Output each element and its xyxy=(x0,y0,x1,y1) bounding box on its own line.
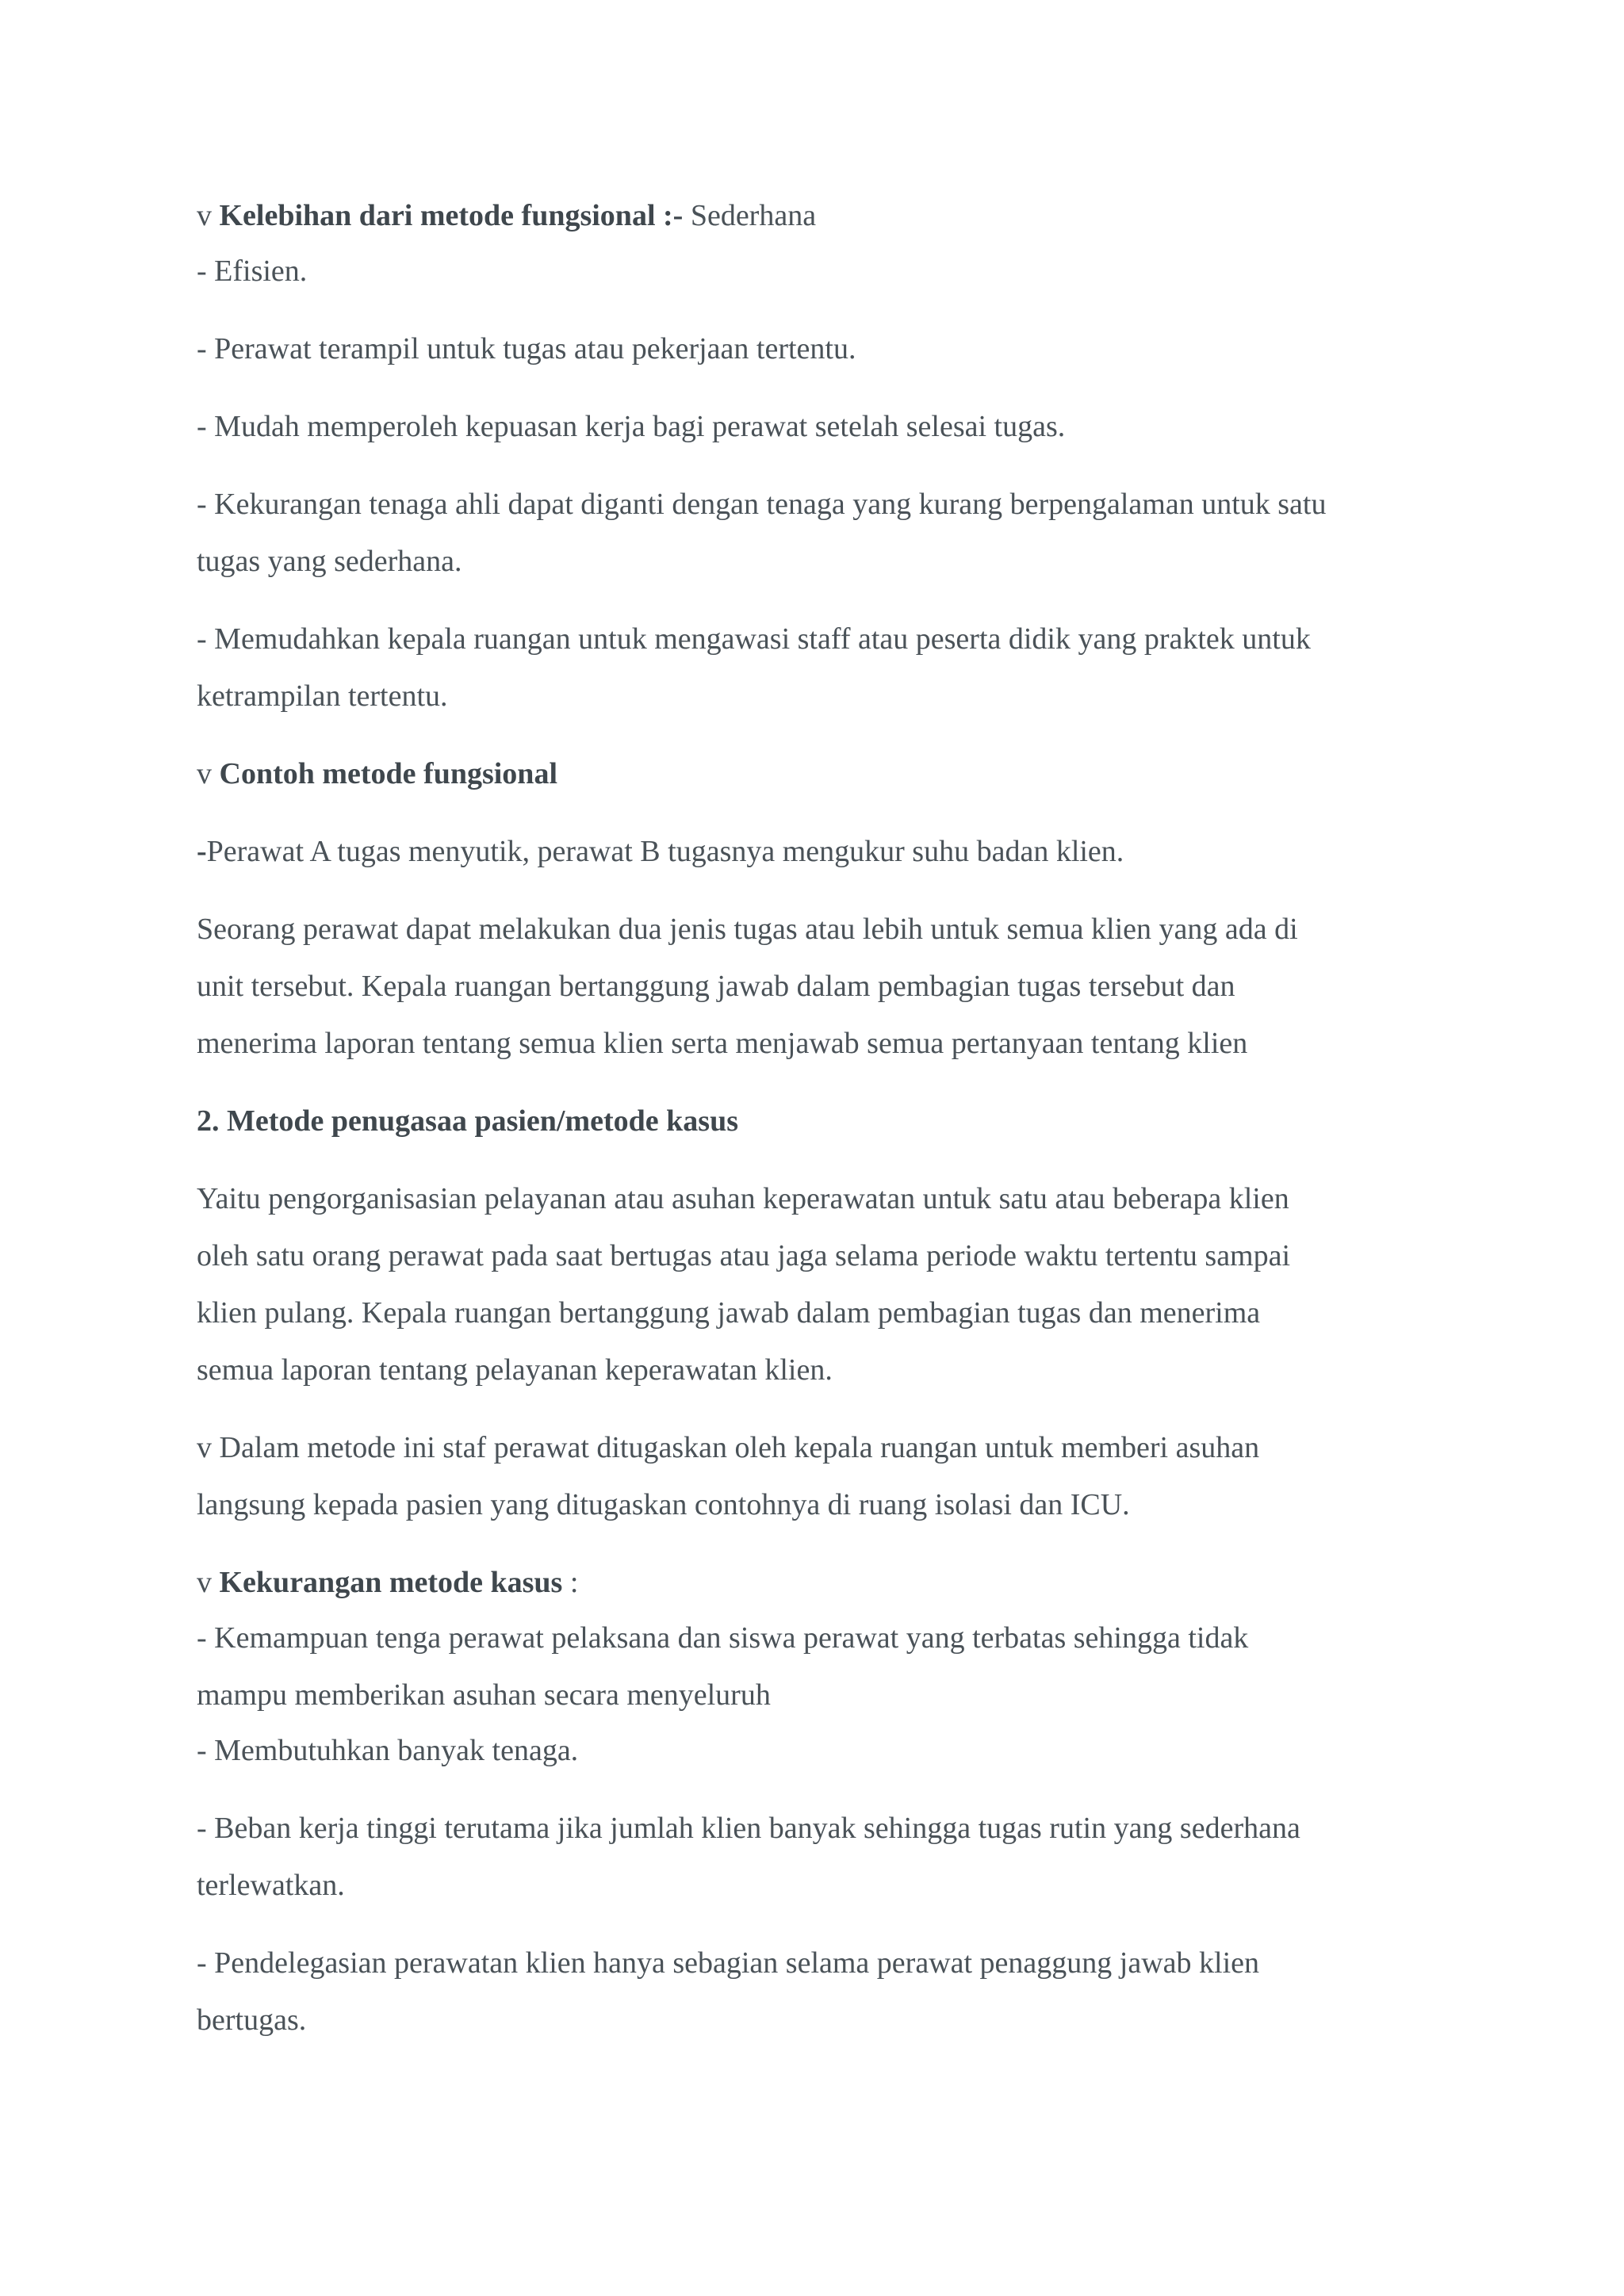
line-text: klien pulang. Kepala ruangan bertanggung jawab dalam pembagian tugas dan menerima xyxy=(197,1296,1261,1330)
line-text: - Perawat terampil untuk tugas atau pekerjaan tertentu. xyxy=(197,332,856,365)
text-line xyxy=(197,1732,1434,1770)
line-text: - Memudahkan kepala ruangan untuk mengawasi staff atau peserta didik yang praktek untuk xyxy=(197,622,1311,656)
text-line xyxy=(197,1351,1434,1389)
line-text: semua laporan tentang pelayanan keperawatan klien. xyxy=(197,1353,833,1387)
line-text: terlewatkan. xyxy=(197,1869,345,1902)
line-text: - Pendelegasian perawatan klien hanya sebagian selama perawat penaggung jawab klien xyxy=(197,1946,1260,1980)
text-line xyxy=(197,1237,1434,1275)
text-line xyxy=(197,330,1434,368)
heading-bold-text: Kelebihan dari metode fungsional :- xyxy=(219,199,684,232)
text-line xyxy=(197,967,1434,1005)
heading-bold-text: Kekurangan metode kasus xyxy=(219,1566,563,1599)
text-line xyxy=(197,2001,1434,2039)
text-line xyxy=(197,408,1434,446)
line-text: oleh satu orang perawat pada saat bertugas atau jaga selama periode waktu tertentu sampai xyxy=(197,1239,1291,1272)
text-line xyxy=(197,252,1434,290)
text-line xyxy=(197,1809,1434,1847)
line-text: v Dalam metode ini staf perawat ditugaskan oleh kepala ruangan untuk memberi asuhan xyxy=(197,1431,1260,1464)
line-text: tugas yang sederhana. xyxy=(197,545,462,578)
text-line xyxy=(197,1429,1434,1467)
line-text: Seorang perawat dapat melakukan dua jenis tugas atau lebih untuk semua klien yang ada di xyxy=(197,913,1298,946)
text-line xyxy=(197,1676,1434,1714)
line-text: - Membutuhkan banyak tenaga. xyxy=(197,1734,579,1767)
line-text: - Kekurangan tenaga ahli dapat diganti dengan tenaga yang kurang berpengalaman untuk satu xyxy=(197,488,1327,521)
line-text: - Efisien. xyxy=(197,254,308,288)
line-text: Yaitu pengorganisasian pelayanan atau asuhan keperawatan untuk satu atau beberapa klien xyxy=(197,1182,1289,1215)
line-text: ketrampilan tertentu. xyxy=(197,679,448,713)
text-line xyxy=(197,1619,1434,1657)
line-text: - Beban kerja tinggi terutama jika jumlah klien banyak sehingga tugas rutin yang sederhana xyxy=(197,1812,1300,1845)
bullet-v: v xyxy=(197,1566,220,1599)
text-line xyxy=(197,620,1434,658)
line-text: bertugas. xyxy=(197,2003,307,2037)
line-text: Sederhana xyxy=(683,199,817,232)
line-text: - Kemampuan tenga perawat pelaksana dan siswa perawat yang terbatas sehingga tidak xyxy=(197,1621,1249,1655)
heading-kelebihan xyxy=(197,197,1434,235)
bullet-v: v xyxy=(197,757,220,790)
line-text: mampu memberikan asuhan secara menyeluruh xyxy=(197,1678,771,1712)
heading-bold-text: Contoh metode fungsional xyxy=(219,757,557,790)
text-line xyxy=(197,910,1434,948)
line-text: : xyxy=(562,1566,579,1599)
text-line xyxy=(197,542,1434,580)
line-text: Perawat A tugas menyutik, perawat B tugasnya mengukur suhu badan klien. xyxy=(206,835,1124,868)
text-line xyxy=(197,1866,1434,1904)
line-text: langsung kepada pasien yang ditugaskan contohnya di ruang isolasi dan ICU. xyxy=(197,1488,1130,1521)
heading-contoh xyxy=(197,755,1434,793)
bullet-v: v xyxy=(197,199,220,232)
dash-bold: - xyxy=(197,835,207,868)
heading-kekurangan xyxy=(197,1563,1434,1601)
text-line xyxy=(197,677,1434,715)
section-heading-2 xyxy=(197,1102,1434,1140)
line-text: unit tersebut. Kepala ruangan bertanggung jawab dalam pembagian tugas tersebut dan xyxy=(197,970,1235,1003)
text-line xyxy=(197,1944,1434,1982)
heading-bold-text: 2. Metode penugasaa pasien/metode kasus xyxy=(197,1104,738,1138)
text-line xyxy=(197,1180,1434,1218)
text-line xyxy=(197,1024,1434,1062)
text-line xyxy=(197,1294,1434,1332)
text-line xyxy=(197,1486,1434,1524)
line-text: menerima laporan tentang semua klien serta menjawab semua pertanyaan tentang klien xyxy=(197,1027,1248,1060)
text-line xyxy=(197,832,1434,871)
line-text: - Mudah memperoleh kepuasan kerja bagi perawat setelah selesai tugas. xyxy=(197,410,1066,443)
text-line xyxy=(197,485,1434,523)
